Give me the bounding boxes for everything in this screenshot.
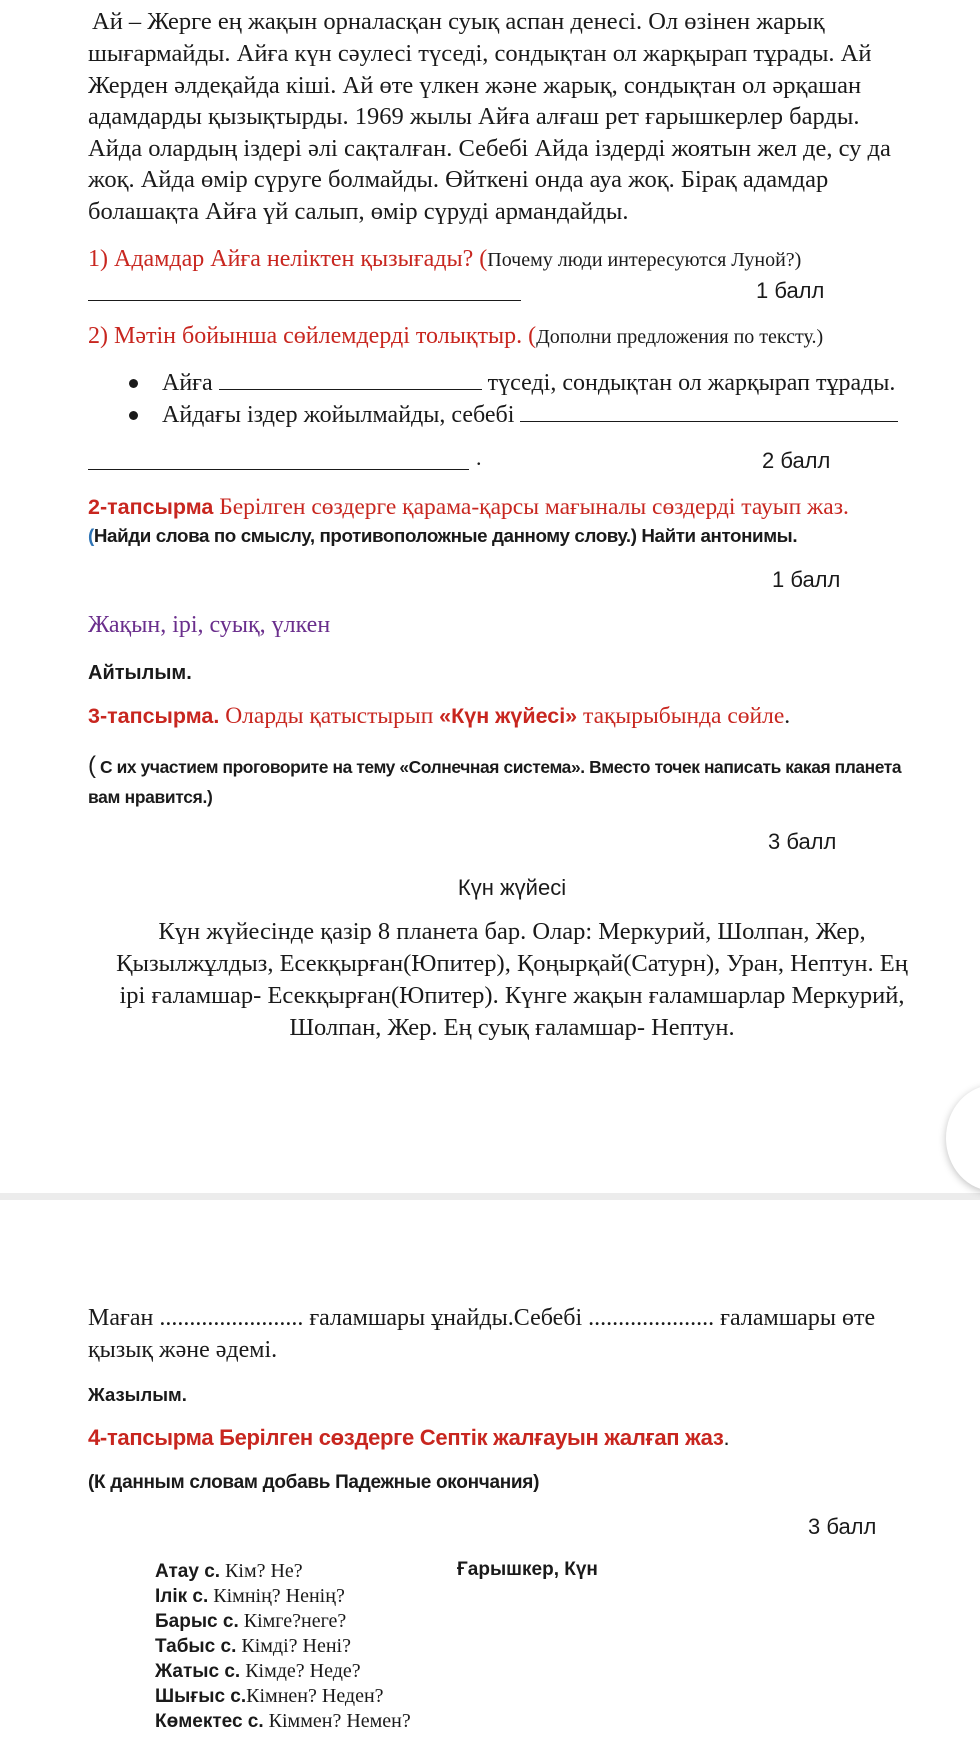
case-questions: Кімді? Нені? [241, 1635, 351, 1657]
task-3-note-line-2: вам нравится.) [88, 787, 213, 807]
task-2-label: 2-тапсырма [88, 495, 214, 519]
case-name: Барыс с. [155, 1611, 239, 1632]
intro-line: Айда олардың іздері әлі сақталған. Себебі Айда іздерді жоятын жел де, су да [88, 135, 891, 162]
answer-blank-2a[interactable] [219, 367, 482, 390]
case-row-locative [155, 1659, 361, 1684]
score-q2: 2 балл [762, 448, 831, 473]
intro-line: Ай – Жерге ең жақын орналасқан суық аспан денесі. Ол өзінен жарық [92, 8, 825, 35]
task-4-dot: . [723, 1425, 730, 1450]
bullet-2-start: Айдағы іздер жойылмайды, себебі [162, 402, 515, 428]
task-3-instruction-1: Оларды қатыстырып [225, 703, 434, 729]
speaking-label: Айтылым. [88, 662, 192, 684]
case-name: Атау с. [155, 1561, 221, 1582]
case-questions: Кімге?неге? [243, 1610, 347, 1632]
bullet-2 [162, 399, 898, 429]
question-2-ru: Дополни предложения по тексту.) [536, 326, 824, 348]
task-3-title [88, 703, 790, 730]
score-task-3: 3 балл [768, 829, 837, 854]
task-4-title [88, 1425, 729, 1451]
case-questions: Кім? Не? [225, 1560, 303, 1582]
question-1 [88, 246, 801, 273]
question-2-tail: . [476, 445, 482, 470]
bullet-1 [162, 367, 895, 397]
solar-line: ірі ғаламшар- Есекқырған(Юпитер). Күнге жақын ғаламшарлар Меркурий, [119, 982, 905, 1009]
solar-heading: Күн жүйесі [457, 875, 567, 900]
case-row-genitive [155, 1584, 345, 1609]
answer-blank-2c[interactable] [88, 469, 469, 470]
question-2-kz: 2) Мәтін бойынша сөйлемдерді толықтыр. ( [88, 323, 537, 349]
question-2 [88, 323, 823, 350]
task-3-note [88, 752, 901, 780]
case-questions: Кіммен? Немен? [268, 1710, 411, 1732]
bullet-dot [129, 411, 138, 420]
writing-label: Жазылым. [88, 1384, 187, 1405]
task-2-words: Жақын, ірі, суық, үлкен [88, 612, 331, 638]
page-divider [0, 1193, 980, 1200]
bullet-1-start: Айға [162, 370, 213, 396]
scroll-handle[interactable] [946, 1085, 980, 1191]
solar-line: Қызылжұлдыз, Есекқырған(Юпитер), Қоңырқай(Сатурн), Уран, Нептун. Ең [116, 950, 908, 977]
fill-line-2: қызық және әдемі. [88, 1337, 278, 1363]
question-1-ru: Почему люди интересуются Луной?) [487, 249, 802, 271]
intro-line: шығармайды. Айға күн сәулесі түседі, сондықтан ол жарқырап тұрады. Ай [88, 40, 872, 67]
case-row-ablative [155, 1684, 384, 1709]
case-name: Жатыс с. [155, 1661, 241, 1682]
case-row-nominative [155, 1559, 303, 1584]
task-2-title [88, 494, 849, 521]
case-name: Көмектес с. [155, 1711, 264, 1732]
task-2-subtitle [88, 525, 797, 547]
score-q1: 1 балл [756, 278, 825, 303]
intro-line: Жерден әлдеқайда кіші. Ай өте үлкен және жарық, сондықтан ол әрқашан [88, 72, 862, 99]
bullet-1-end: түседі, сондықтан ол жарқырап тұрады. [487, 370, 896, 396]
task-3-label: 3-тапсырма. [88, 704, 220, 728]
question-1-kz: 1) Адамдар Айға неліктен қызығады? ( [88, 246, 488, 272]
task-4-subtitle: (К данным словам добавь Падежные окончания) [88, 1472, 540, 1493]
bullet-dot [129, 379, 138, 388]
task-3-dot: . [784, 703, 791, 729]
fill-line-1: Маған ........................ ғаламшары ұнайды.Себебі ..................... ғаламшары өте [88, 1305, 876, 1331]
task-4-words: Ғарышкер, Күн [457, 1559, 598, 1580]
case-name: Ілік с. [155, 1586, 209, 1607]
task-2-subtitle-text: Найди слова по смыслу, противоположные данному слову.) Найти антонимы. [93, 525, 798, 546]
case-questions: Кімде? Неде? [245, 1660, 361, 1682]
task-3-note-open: ( [88, 752, 96, 779]
case-name: Шығыс с. [155, 1686, 247, 1707]
task-3-note-line-1: С их участием проговорите на тему «Солнечная система». Вместо точек написать какая планета [100, 757, 902, 777]
case-row-accusative [155, 1634, 351, 1659]
answer-blank-2b[interactable] [520, 399, 898, 422]
intro-line: адамдарды қызықтырды. 1969 жылы Айға алғаш рет ғарышкерлер барды. [88, 103, 860, 130]
score-task-2: 1 балл [772, 567, 841, 592]
solar-line: Шолпан, Жер. Ең суық ғаламшар- Нептун. [289, 1014, 735, 1041]
intro-line: болашақта Айға үй салып, өмір сүруді армандайды. [88, 198, 629, 225]
case-row-instrumental [155, 1709, 411, 1734]
case-name: Табыс с. [155, 1636, 237, 1657]
answer-blank-1[interactable] [88, 300, 521, 301]
case-questions: Кімнен? Неден? [246, 1685, 384, 1707]
score-task-4: 3 балл [808, 1514, 877, 1539]
task-2-instruction: Берілген сөздерге қарама-қарсы мағыналы сөздерді тауып жаз. [219, 494, 849, 520]
task-4-label: 4-тапсырма Берілген сөздерге Септік жалғауын жалғап жаз [88, 1425, 724, 1450]
task-2-paren: ( [88, 525, 94, 546]
task-3-instruction-2: тақырыбында сөйле [583, 703, 785, 729]
case-row-dative [155, 1609, 346, 1634]
solar-line: Күн жүйесінде қазір 8 планета бар. Олар: Меркурий, Шолпан, Жер, [158, 918, 866, 945]
task-3-topic: «Күн жүйесі» [439, 704, 578, 728]
intro-line: жоқ. Айда өмір сүруге болмайды. Өйткені онда ауа жоқ. Бірақ адамдар [88, 166, 829, 193]
case-questions: Кімнің? Ненің? [213, 1585, 345, 1607]
